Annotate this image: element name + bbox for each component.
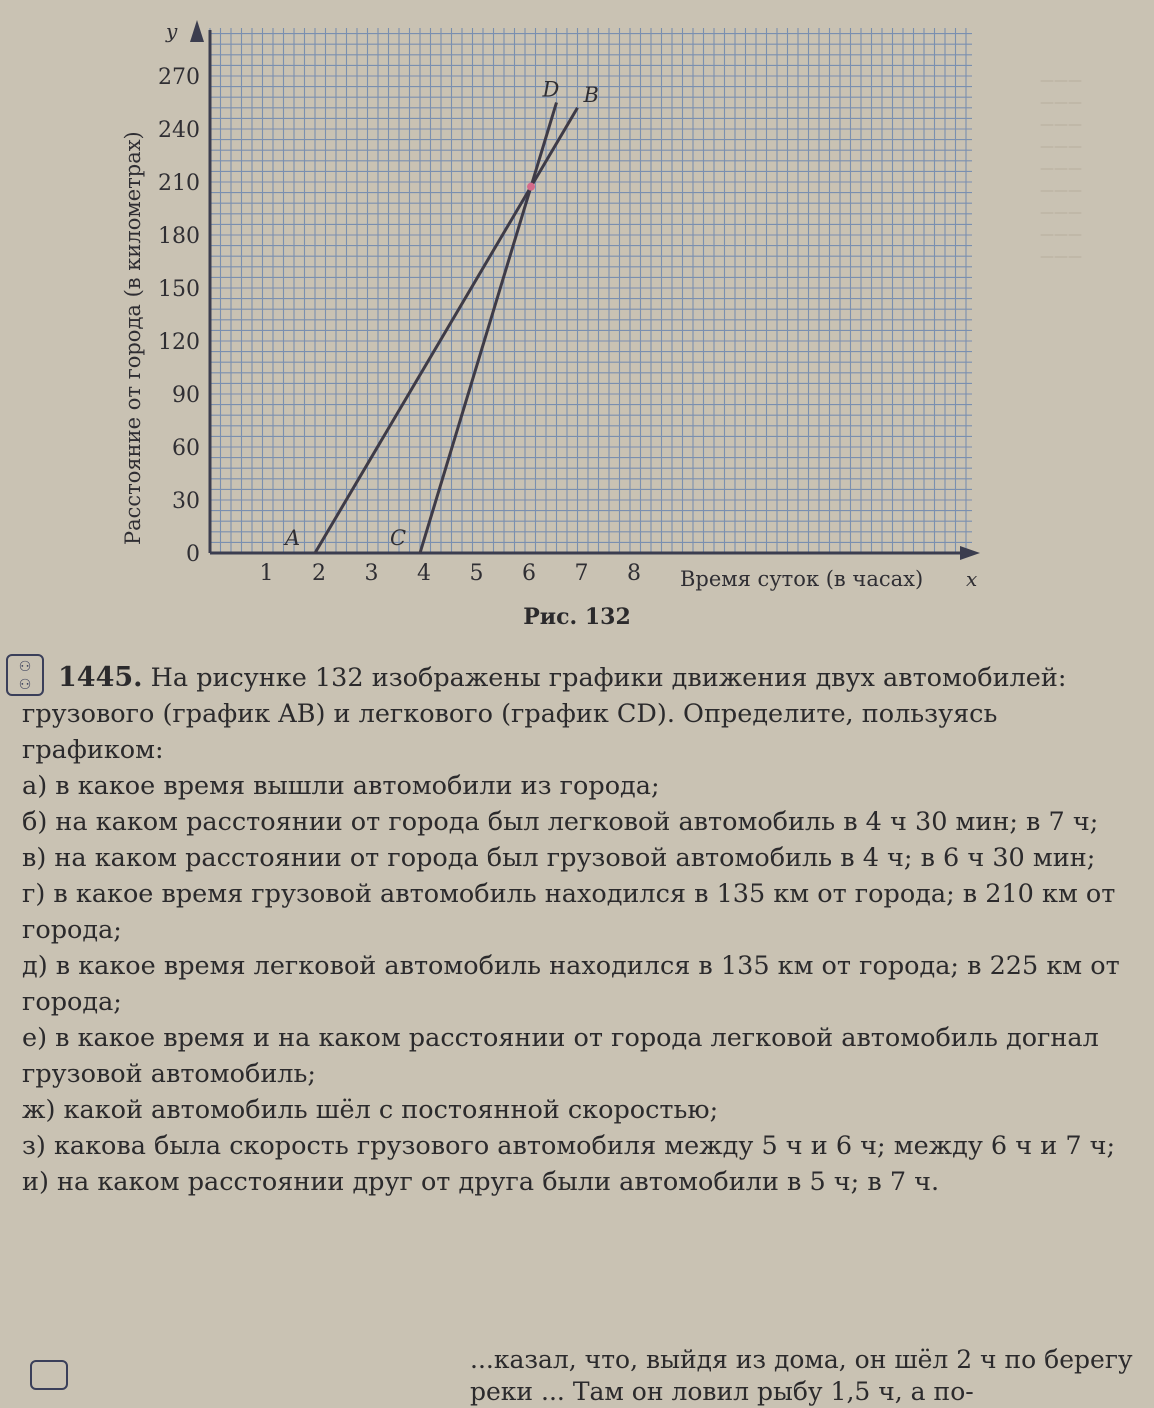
problem-item: в) на каком расстоянии от города был грузовой автомобиль в 4 ч; в 6 ч 30 мин; <box>22 843 1096 873</box>
x-tick-label: 6 <box>522 561 536 586</box>
y-axis-arrow <box>190 20 204 42</box>
problem-item: д) в какое время легковой автомобиль находился в 135 км от города; в 225 км от города; <box>22 951 1120 1017</box>
problem-intro <box>22 660 1132 768</box>
group-work-icon: ⚇ ⚇ <box>6 654 44 696</box>
next-problem-fragment: ...казал, что, выйдя из дома, он шёл 2 ч по берегу реки ... Там он ловил рыбу 1,5 ч, а по- <box>470 1345 1133 1406</box>
point-label-c: C <box>390 526 407 550</box>
x-tick-label: 1 <box>259 561 274 586</box>
y-tick-label: 120 <box>158 330 200 355</box>
x-tick-label: 3 <box>364 561 379 586</box>
adjacent-page-bleed: ——— ——— ——— ——— ——— ——— ——— ——— ——— <box>1040 73 1082 265</box>
y-tick-label: 240 <box>158 118 200 143</box>
x-tick-label: 8 <box>627 561 641 586</box>
problem-1445 <box>22 660 1132 1200</box>
problem-item: ж) какой автомобиль шёл с постоянной скоростью; <box>22 1095 719 1125</box>
x-tick-label: 7 <box>574 561 589 586</box>
y-axis-letter: y <box>166 19 178 43</box>
y-axis-label: Расстояние от города (в километрах) <box>121 131 145 545</box>
point-label-a: A <box>285 526 301 550</box>
y-tick-label: 210 <box>158 171 200 196</box>
x-axis-label: Время суток (в часах) <box>680 567 924 591</box>
problem-item: а) в какое время вышли автомобили из города; <box>22 771 660 801</box>
problem-item: б) на каком расстоянии от города был легковой автомобиль в 4 ч 30 мин; в 7 ч; <box>22 807 1099 837</box>
x-axis-letter: x <box>966 567 978 591</box>
problem-item: е) в какое время и на каком расстоянии от города легковой автомобиль догнал грузовой автомобиль; <box>22 1023 1099 1089</box>
problem-item: з) какова была скорость грузового автомобиля между 5 ч и 6 ч; между 6 ч и 7 ч; <box>22 1131 1116 1161</box>
problem-intro-text: На рисунке 132 изображены графики движения двух автомобилей: грузового (график AB) и легкового (график CD). Определите, пользуясь графиком: <box>22 663 1067 765</box>
graph-figure <box>0 0 1154 600</box>
y-tick-label: 90 <box>172 383 200 408</box>
point-label-d: D <box>542 77 560 102</box>
group-work-icon-next <box>30 1360 68 1390</box>
y-tick-label: 180 <box>158 224 200 249</box>
y-tick-label: 30 <box>172 489 200 514</box>
figure-caption: Рис. 132 <box>523 604 631 630</box>
x-tick-label: 5 <box>469 561 484 586</box>
y-tick-label: 150 <box>158 277 200 302</box>
point-label-b: B <box>583 82 599 107</box>
y-tick-label: 270 <box>158 65 200 90</box>
problem-item: и) на каком расстоянии друг от друга были автомобили в 5 ч; в 7 ч. <box>22 1167 940 1197</box>
x-tick-label: 2 <box>312 561 326 586</box>
y-tick-label: 60 <box>172 436 200 461</box>
x-tick-label: 4 <box>417 561 431 586</box>
intersection-marker <box>527 183 535 191</box>
x-axis-arrow <box>960 546 980 560</box>
series-lines <box>315 103 578 554</box>
problem-number: 1445. <box>58 662 143 693</box>
y-tick-label: 0 <box>186 542 200 567</box>
problem-item: г) в какое время грузовой автомобиль находился в 135 км от города; в 210 км от города; <box>22 879 1116 945</box>
